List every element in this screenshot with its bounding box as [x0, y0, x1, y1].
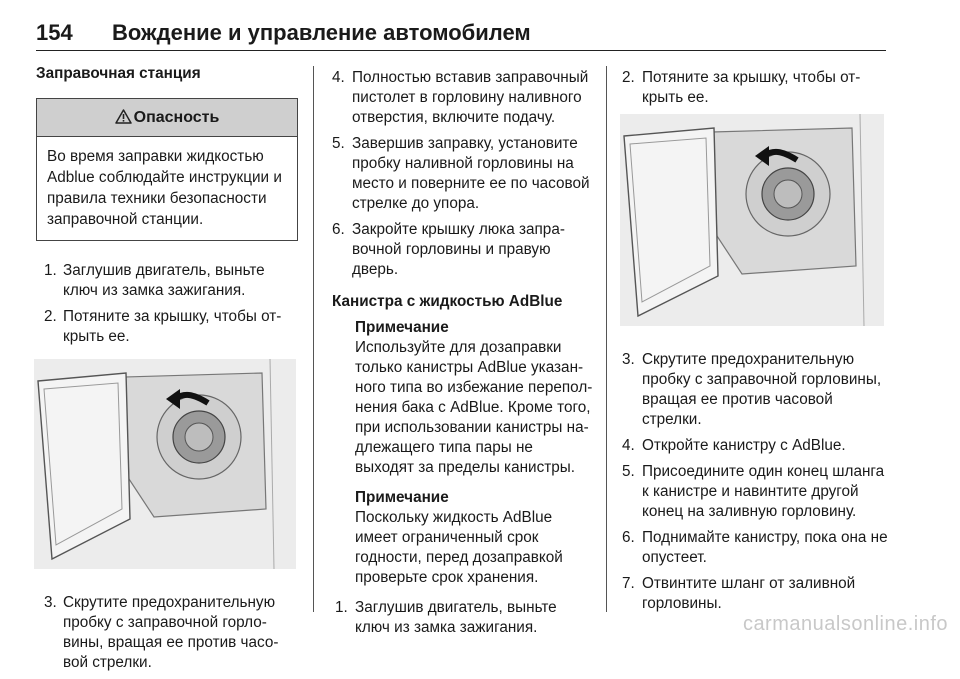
step-text: Потяните за крышку, чтобы открыть ее. — [642, 69, 861, 106]
step-text: Закройте крышку люка заправочной горловины и правую дверь. — [352, 221, 565, 278]
note-block — [332, 318, 594, 478]
step-number: 1. — [335, 599, 348, 616]
step-number: 6. — [622, 529, 635, 546]
step-number: 3. — [44, 594, 57, 611]
danger-box — [36, 98, 298, 241]
step-item — [622, 68, 888, 108]
step-number: 6. — [332, 221, 345, 238]
step-text: Потяните за крышку, чтобы открыть ее. — [63, 308, 282, 345]
watermark: carmanualsonline.info — [742, 613, 948, 635]
step-number: 7. — [622, 575, 635, 592]
step-number: 5. — [622, 463, 635, 480]
subsection-title: Канистра с жидкостью AdBlue — [332, 293, 563, 310]
column-2 — [332, 68, 594, 644]
danger-title: Опасность — [133, 109, 220, 126]
page-title: Вождение и управление автомобилем — [112, 20, 531, 45]
step-number: 4. — [332, 69, 345, 86]
step-text: Скрутите предохранительную пробку с заправочной горловины, вращая ее против часовой стрелки. — [642, 351, 882, 428]
column-1 — [36, 64, 298, 679]
fuel-door-illustration — [620, 114, 884, 326]
section-title: Заправочная станция — [36, 65, 201, 82]
step-item — [622, 462, 888, 522]
warning-triangle-icon — [115, 101, 132, 138]
danger-text: Во время заправки жидкостью Adblue соблюдайте инструкции и правила техники безопасности заправочной станции. — [47, 148, 282, 228]
step-number: 3. — [622, 351, 635, 368]
page-header — [36, 18, 886, 51]
note-text: Поскольку жидкость AdBlue имеет ограниченный срок годности, перед дозаправкой проверьте срок хранения. — [355, 509, 563, 586]
step-number: 2. — [622, 69, 635, 86]
step-text: Присоедините один конец шланга к канистре и навинтите другой конец на заливную горловину. — [642, 463, 885, 520]
step-item — [622, 436, 888, 456]
step-item — [332, 220, 594, 280]
step-number: 2. — [44, 308, 57, 325]
step-text: Заглушив двигатель, выньте ключ из замка зажигания. — [355, 599, 557, 636]
step-item — [335, 598, 594, 638]
note-title: Примечание — [355, 489, 449, 506]
step-text: Скрутите предохранительную пробку с заправочной горловины, вращая ее против часовой стрелки. — [63, 594, 279, 671]
step-text: Заглушив двигатель, выньте ключ из замка зажигания. — [63, 262, 265, 299]
note-text: Используйте для дозаправки только канистры AdBlue указанного типа во избежание переполнения бака с AdBlue. Кроме того, при использовании канистры надлежащего типа пары не выходят за пределы канистры. — [355, 339, 593, 476]
step-item — [332, 134, 594, 214]
step-number: 1. — [44, 262, 57, 279]
step-item — [622, 574, 888, 614]
step-item — [36, 307, 298, 347]
step-text: Завершив заправку, установите пробку наливной горловины на место и поверните ее по часовой стрелке до упора. — [352, 135, 590, 212]
step-text: Поднимайте канистру, пока она не опустеет. — [642, 529, 888, 566]
step-text: Полностью вставив заправочный пистолет в горловину наливного отверстия, включите подачу. — [352, 69, 589, 126]
step-text: Отвинтите шланг от заливной горловины. — [642, 575, 856, 612]
step-number: 5. — [332, 135, 345, 152]
step-item — [622, 528, 888, 568]
step-item — [36, 261, 298, 301]
column-divider — [313, 66, 314, 612]
note-block — [332, 488, 594, 588]
note-title: Примечание — [355, 319, 449, 336]
column-divider — [606, 66, 607, 612]
danger-header — [37, 99, 297, 137]
step-text: Откройте канистру с AdBlue. — [642, 437, 846, 454]
step-number: 4. — [622, 437, 635, 454]
fuel-door-illustration — [34, 359, 296, 569]
column-3 — [622, 68, 888, 620]
step-item — [622, 350, 888, 430]
step-item — [332, 68, 594, 128]
step-item — [36, 593, 298, 673]
page-number: 154 — [36, 20, 73, 45]
